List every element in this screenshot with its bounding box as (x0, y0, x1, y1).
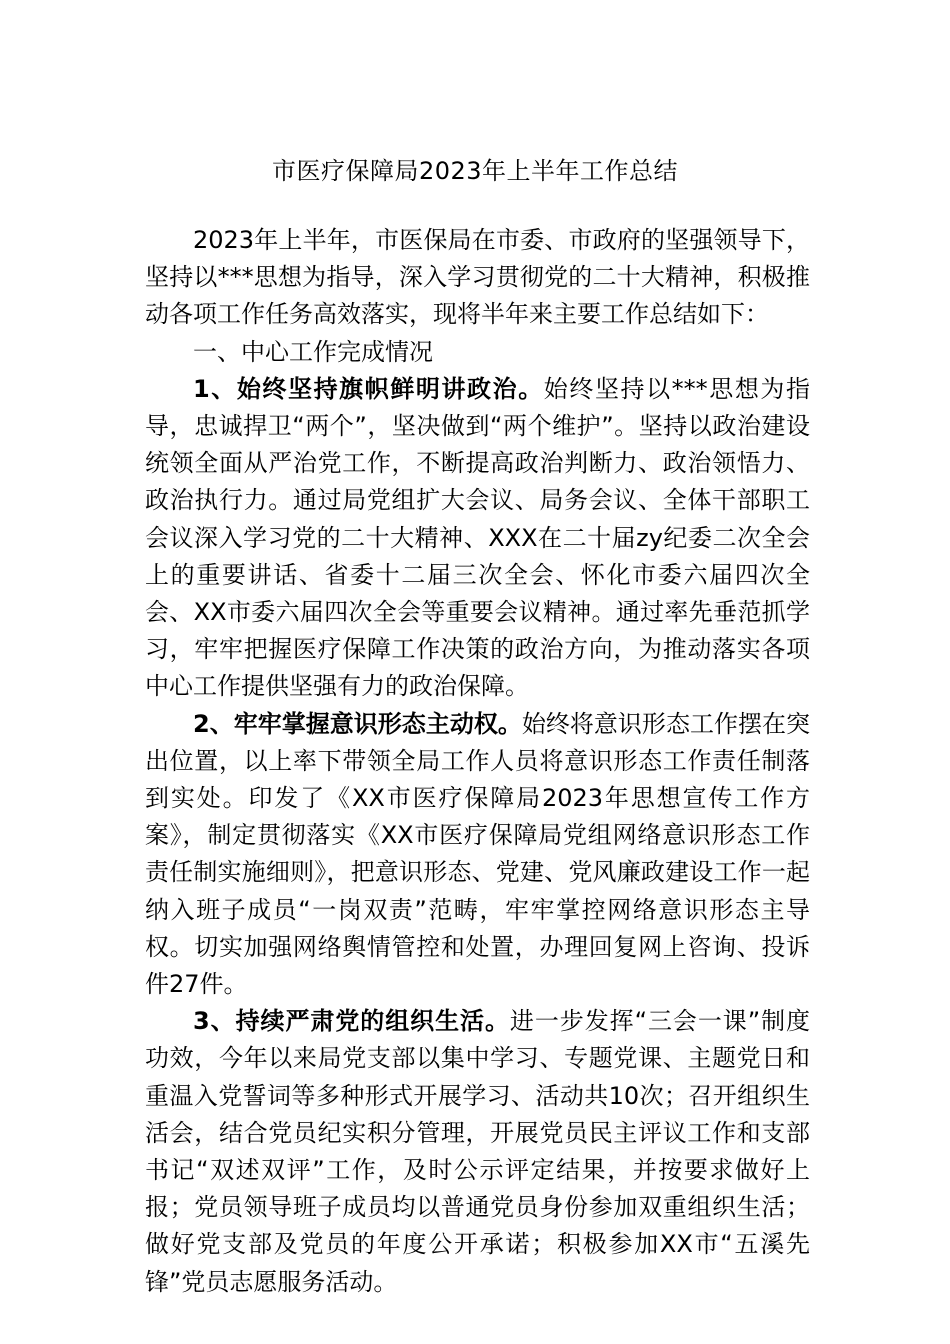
document-title: 市医疗保障局2023年上半年工作总结 (271, 157, 679, 185)
document-body (145, 222, 810, 1301)
item-lead-3: 3、持续严肃党的组织生活。 (193, 1007, 510, 1036)
item-text-3: 进一步发挥“三会一课”制度功效，今年以来局党支部以集中学习、专题党课、主题党日和重温入党誓词等多种形式开展学习、活动共10次；召开组织生活会，结合党员纪实积分管理，开展党员民主评议工作和支部书记“双述双评”工作，及时公示评定结果，并按要求做好上报；党员领导班子成员均以普通党员身份参加双重组织生活；做好党支部及党员的年度公开承诺；积极参加XX市“五溪先锋”党员志愿服务活动。 (145, 1007, 810, 1296)
item-paragraph-3 (145, 1003, 810, 1301)
item-text-2: 始终将意识形态工作摆在突出位置，以上率下带领全局工作人员将意识形态工作责任制落到实处。印发了《XX市医疗保障局2023年思想宣传工作方案》，制定贯彻落实《XX市医疗保障局党组网络意识形态工作责任制实施细则》，把意识形态、党建、党风廉政建设工作一起纳入班子成员“一岗双责”范畴，牢牢掌控网络意识形态主导权。切实加强网络舆情管控和处置，办理回复网上咨询、投诉件27件。 (145, 709, 811, 999)
item-paragraph-1 (145, 371, 810, 706)
item-lead-2: 2、牢牢掌握意识形态主动权。 (193, 709, 522, 738)
item-lead-1: 1、始终坚持旗帜鲜明讲政治。 (193, 374, 544, 403)
section-heading: 一、中心工作完成情况 (193, 337, 433, 366)
item-text-1: 始终坚持以***思想为指导，忠诚捍卫“两个”，坚决做到“两个维护”。坚持以政治建设统领全面从严治党工作，不断提高政治判断力、政治领悟力、政治执行力。通过局党组扩大会议、局务会议、全体干部职工会议深入学习党的二十大精神、XXX在二十届zy纪委二次全会上的重要讲话、省委十二届三次全会、怀化市委六届四次全会、XX市委六届四次全会等重要会议精神。通过率先垂范抓学习，牢牢把握医疗保障工作决策的政治方向，为推动落实各项中心工作提供坚强有力的政治保障。 (145, 374, 810, 701)
item-paragraph-2 (145, 706, 810, 1004)
intro-paragraph: 2023年上半年，市医保局在市委、市政府的坚强领导下，坚持以***思想为指导，深入学习贯彻党的二十大精神，积极推动各项工作任务高效落实，现将半年来主要工作总结如下： (145, 226, 810, 329)
